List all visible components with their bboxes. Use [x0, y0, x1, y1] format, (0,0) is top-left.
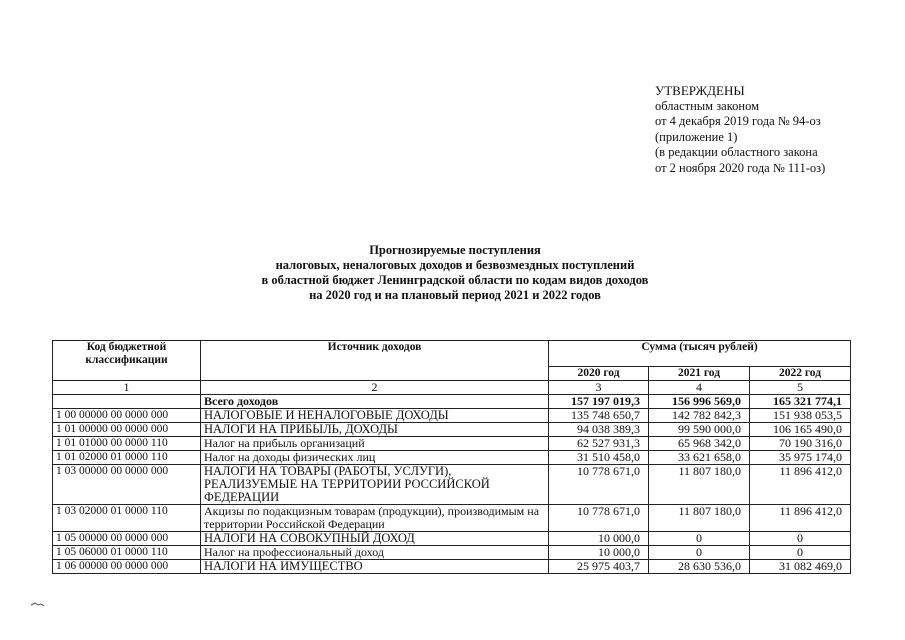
- value-2020: 10 000,0: [549, 532, 649, 546]
- table-row: [53, 409, 851, 423]
- column-number: 4: [649, 381, 750, 395]
- value-2020: 62 527 931,3: [549, 437, 649, 451]
- title-line: на 2020 год и на плановый период 2021 и 2022 годов: [309, 288, 601, 302]
- value-2021: 11 807 180,0: [649, 505, 750, 532]
- value-2020: 10 778 671,0: [549, 465, 649, 505]
- approval-line: областным законом: [655, 98, 760, 113]
- value-2020: 10 000,0: [549, 546, 649, 560]
- document-title: [170, 243, 740, 303]
- budget-code: 1 01 02000 01 0000 110: [53, 451, 201, 465]
- total-value-2020: 157 197 019,3: [549, 395, 649, 409]
- table-row: [53, 532, 851, 546]
- value-2022: 0: [750, 532, 851, 546]
- title-line: налоговых, неналоговых доходов и безвозмездных поступлений: [275, 258, 635, 272]
- table-row: [53, 451, 851, 465]
- header-year-2022: 2022 год: [750, 367, 851, 381]
- value-2021: 142 782 842,3: [649, 409, 750, 423]
- value-2021: 28 630 536,0: [649, 560, 750, 574]
- total-value-2022: 165 321 774,1: [750, 395, 851, 409]
- total-value-2021: 156 996 569,0: [649, 395, 750, 409]
- table-row: [53, 437, 851, 451]
- approval-heading: УТВЕРЖДЕНЫ: [655, 83, 745, 98]
- title-line: Прогнозируемые поступления: [369, 243, 541, 257]
- title-line: в областной бюджет Ленинградской области по кодам видов доходов: [261, 273, 649, 287]
- approval-line: (в редакции областного закона: [655, 145, 818, 159]
- income-source: НАЛОГИ НА ИМУЩЕСТВО: [201, 560, 549, 574]
- budget-code: 1 05 00000 00 0000 000: [53, 532, 201, 546]
- column-number: 1: [53, 381, 201, 395]
- value-2021: 11 807 180,0: [649, 465, 750, 505]
- budget-code: 1 06 00000 00 0000 000: [53, 560, 201, 574]
- header-year-2021: 2021 год: [649, 367, 750, 381]
- scan-mark-icon: [30, 600, 50, 608]
- table-row: [53, 505, 851, 532]
- budget-code: 1 03 02000 01 0000 110: [53, 505, 201, 532]
- total-code: [53, 395, 201, 409]
- approval-stamp: [655, 83, 825, 176]
- income-source: Налог на профессиональный доход: [201, 546, 549, 560]
- income-source: Налог на прибыль организаций: [201, 437, 549, 451]
- income-source: Налог на доходы физических лиц: [201, 451, 549, 465]
- value-2020: 94 038 389,3: [549, 423, 649, 437]
- column-number: 3: [549, 381, 649, 395]
- total-label: Всего доходов: [201, 395, 549, 409]
- column-number: 5: [750, 381, 851, 395]
- total-row: [53, 395, 851, 409]
- column-number: 2: [201, 381, 549, 395]
- value-2021: 65 968 342,0: [649, 437, 750, 451]
- income-source: НАЛОГИ НА ПРИБЫЛЬ, ДОХОДЫ: [201, 423, 549, 437]
- value-2022: 70 190 316,0: [750, 437, 851, 451]
- value-2020: 135 748 650,7: [549, 409, 649, 423]
- value-2022: 0: [750, 546, 851, 560]
- income-source: НАЛОГИ НА СОВОКУПНЫЙ ДОХОД: [201, 532, 549, 546]
- value-2020: 10 778 671,0: [549, 505, 649, 532]
- header-sum: Сумма (тысяч рублей): [549, 341, 851, 367]
- income-source: Акцизы по подакцизным товарам (продукции), производимым на территории Российской Федерации: [201, 505, 549, 532]
- value-2021: 0: [649, 532, 750, 546]
- value-2020: 25 975 403,7: [549, 560, 649, 574]
- approval-line: от 2 ноября 2020 года № 111-оз): [655, 160, 826, 175]
- header-code: Код бюджетной классификации: [53, 341, 201, 381]
- income-source: НАЛОГИ НА ТОВАРЫ (РАБОТЫ, УСЛУГИ), РЕАЛИЗУЕМЫЕ НА ТЕРРИТОРИИ РОССИЙСКОЙ ФЕДЕРАЦИИ: [201, 465, 549, 505]
- income-source: НАЛОГОВЫЕ И НЕНАЛОГОВЫЕ ДОХОДЫ: [201, 409, 549, 423]
- value-2021: 99 590 000,0: [649, 423, 750, 437]
- value-2022: 151 938 053,5: [750, 409, 851, 423]
- value-2020: 31 510 458,0: [549, 451, 649, 465]
- revenue-table: [52, 340, 851, 574]
- value-2022: 35 975 174,0: [750, 451, 851, 465]
- budget-code: 1 01 00000 00 0000 000: [53, 423, 201, 437]
- value-2022: 11 896 412,0: [750, 465, 851, 505]
- budget-code: 1 00 00000 00 0000 000: [53, 409, 201, 423]
- table-row: [53, 423, 851, 437]
- value-2021: 0: [649, 546, 750, 560]
- value-2022: 11 896 412,0: [750, 505, 851, 532]
- header-year-2020: 2020 год: [549, 367, 649, 381]
- table-row: [53, 560, 851, 574]
- table-row: [53, 465, 851, 505]
- budget-code: 1 01 01000 00 0000 110: [53, 437, 201, 451]
- approval-line: (приложение 1): [655, 129, 738, 144]
- budget-code: 1 03 00000 00 0000 000: [53, 465, 201, 505]
- value-2022: 31 082 469,0: [750, 560, 851, 574]
- approval-line: от 4 декабря 2019 года № 94-оз: [655, 114, 821, 128]
- budget-code: 1 05 06000 01 0000 110: [53, 546, 201, 560]
- table-row: [53, 546, 851, 560]
- value-2021: 33 621 658,0: [649, 451, 750, 465]
- value-2022: 106 165 490,0: [750, 423, 851, 437]
- header-source: Источник доходов: [201, 341, 549, 381]
